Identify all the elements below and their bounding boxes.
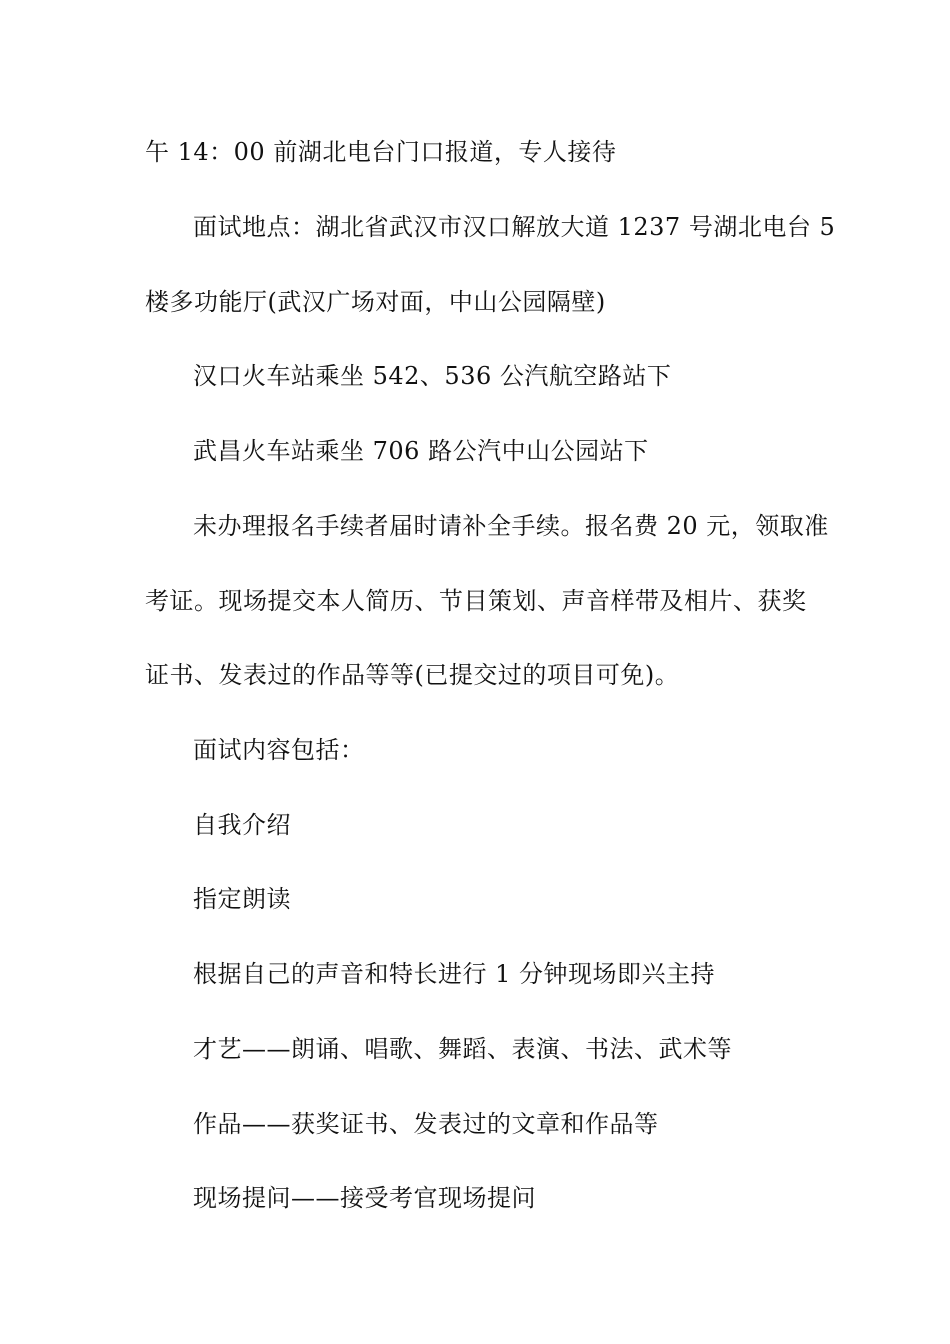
interview-item-works: 作品——获奖证书、发表过的文章和作品等	[193, 1110, 659, 1138]
wuchang-station-route-line: 武昌火车站乘坐 706 路公汽中山公园站下	[193, 437, 649, 465]
registration-materials-line: 考证。现场提交本人简历、节目策划、声音样带及相片、获奖	[145, 587, 807, 615]
interview-item-on-site-questions: 现场提问——接受考官现场提问	[193, 1184, 536, 1212]
interview-content-heading: 面试内容包括：	[193, 736, 365, 764]
interview-item-assigned-reading: 指定朗读	[193, 885, 291, 913]
interview-item-talent: 才艺——朗诵、唱歌、舞蹈、表演、书法、武术等	[193, 1035, 732, 1063]
report-time-line: 午 14：00 前湖北电台门口报道，专人接待	[145, 138, 617, 166]
hankou-station-route-line: 汉口火车站乘坐 542、536 公汽航空路站下	[193, 362, 672, 390]
interview-location-continued-line: 楼多功能厅(武汉广场对面，中山公园隔壁)	[145, 288, 606, 316]
registration-materials-continued-line: 证书、发表过的作品等等(已提交过的项目可免)。	[145, 661, 680, 689]
registration-notice-line: 未办理报名手续者届时请补全手续。报名费 20 元，领取准	[193, 512, 829, 540]
interview-item-self-introduction: 自我介绍	[193, 811, 291, 839]
interview-item-impromptu-hosting: 根据自己的声音和特长进行 1 分钟现场即兴主持	[193, 960, 716, 988]
interview-location-line: 面试地点：湖北省武汉市汉口解放大道 1237 号湖北电台 5	[193, 213, 836, 241]
